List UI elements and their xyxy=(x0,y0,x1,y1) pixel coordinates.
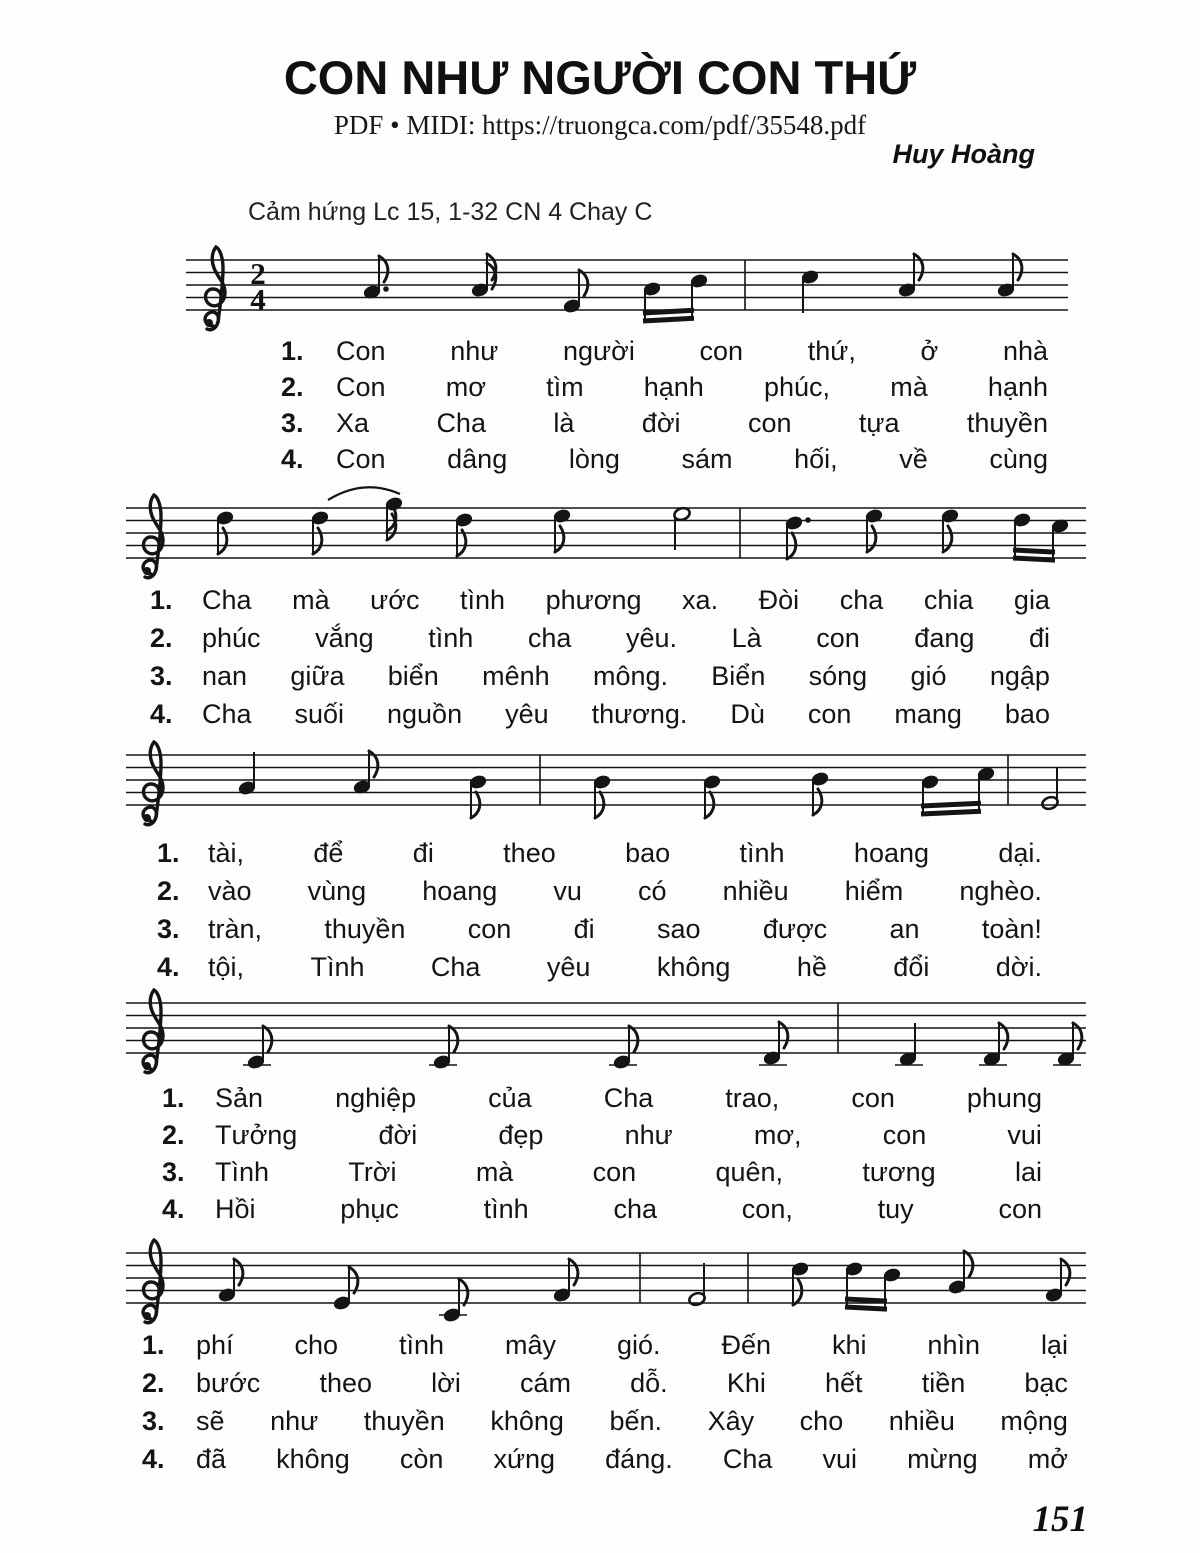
lyric-word: để xyxy=(313,838,344,868)
staff-system-4 xyxy=(0,963,1200,1103)
lyric-word: được xyxy=(762,914,828,944)
lyric-word: dời. xyxy=(995,952,1042,982)
verse-number: 3. xyxy=(157,914,180,944)
lyric-words xyxy=(208,838,1042,869)
svg-text:2: 2 xyxy=(250,256,266,291)
lyric-word: theo xyxy=(319,1368,372,1398)
lyric-word: an xyxy=(889,914,920,944)
lyric-word: Đến xyxy=(721,1330,771,1360)
lyric-word: vào xyxy=(208,876,252,906)
lyric-word: sóng xyxy=(808,661,868,691)
lyric-word: như xyxy=(624,1120,673,1150)
lyric-word: Con xyxy=(336,444,386,474)
composer-name: Huy Hoàng xyxy=(892,139,1035,169)
verse-number: 2. xyxy=(157,876,180,906)
lyric-word: đi xyxy=(573,914,595,944)
lyric-word: mộng xyxy=(1000,1406,1068,1436)
lyric-word: cám xyxy=(519,1368,571,1398)
lyric-word: phí xyxy=(196,1330,234,1360)
lyric-words xyxy=(208,914,1042,945)
lyric-word: gió. xyxy=(616,1330,661,1360)
lyric-word: cho xyxy=(294,1330,339,1360)
lyric-word: nhìn xyxy=(927,1330,980,1360)
lyric-word: tình xyxy=(460,585,506,615)
lyric-word: Trời xyxy=(348,1157,397,1187)
lyric-word: không xyxy=(490,1406,564,1436)
lyric-word: người xyxy=(563,336,635,366)
lyric-word: tội, xyxy=(208,952,245,982)
lyric-word: Cha xyxy=(603,1083,654,1113)
lyric-word: tuy xyxy=(877,1194,914,1224)
lyric-word: yêu xyxy=(546,952,591,982)
verse-number: 2. xyxy=(142,1368,165,1398)
lyric-line xyxy=(0,372,1200,408)
lyric-line xyxy=(0,661,1200,699)
lyric-word: như xyxy=(450,336,499,366)
lyric-word: cha xyxy=(527,623,572,653)
lyric-word: như xyxy=(270,1406,319,1436)
lyric-word: đời xyxy=(378,1120,418,1150)
lyric-words xyxy=(336,408,1048,439)
lyric-words xyxy=(336,336,1048,367)
lyric-word: vùng xyxy=(307,876,367,906)
lyric-word: nguồn xyxy=(387,699,463,729)
lyric-word: phúc, xyxy=(764,372,831,402)
lyric-word: con, xyxy=(741,1194,793,1224)
lyric-word: mang xyxy=(894,699,962,729)
lyric-word: Cha xyxy=(202,699,252,729)
lyric-word: vui xyxy=(1007,1120,1042,1150)
lyric-word: Cha xyxy=(436,408,486,438)
lyric-line xyxy=(0,1368,1200,1406)
lyric-word: Cha xyxy=(202,585,252,615)
lyric-word: phục xyxy=(340,1194,399,1224)
inspiration-note: Cảm hứng Lc 15, 1-32 CN 4 Chay C xyxy=(248,198,653,226)
lyric-word: mênh xyxy=(482,661,550,691)
svg-text:4: 4 xyxy=(250,282,266,317)
lyric-word: vui xyxy=(822,1444,857,1474)
lyric-line xyxy=(0,1330,1200,1368)
lyric-words xyxy=(196,1368,1068,1399)
verse-number: 4. xyxy=(150,699,173,729)
lyric-word: mông. xyxy=(592,661,668,691)
lyric-word: mà xyxy=(475,1157,514,1187)
lyric-word: suối xyxy=(294,699,345,729)
lyric-word: đã xyxy=(196,1444,227,1474)
lyric-word: gió xyxy=(910,661,947,691)
lyric-word: bao xyxy=(1004,699,1050,729)
lyric-word: nhiều xyxy=(888,1406,955,1436)
lyric-word: yêu xyxy=(505,699,549,729)
lyric-word: xứng xyxy=(493,1444,556,1474)
lyric-word: Hồi xyxy=(215,1194,256,1224)
lyric-word: Tình xyxy=(310,952,365,982)
verse-number: 1. xyxy=(142,1330,165,1360)
lyric-word: dại. xyxy=(998,838,1042,868)
lyric-word: lòng xyxy=(568,444,620,474)
lyric-word: bao xyxy=(625,838,671,868)
pdf-midi-link[interactable]: PDF • MIDI: https://truongca.com/pdf/35548.pdf xyxy=(333,110,867,140)
lyric-word: sẽ xyxy=(196,1406,225,1436)
lyric-word: nghiệp xyxy=(335,1083,417,1113)
lyric-word: đi xyxy=(1028,623,1050,653)
lyric-word: thứ, xyxy=(807,336,856,366)
lyric-word: không xyxy=(656,952,731,982)
verse-number: 1. xyxy=(157,838,180,868)
lyric-line xyxy=(0,585,1200,623)
lyric-words xyxy=(202,661,1050,692)
lyric-word: Cha xyxy=(430,952,481,982)
lyric-word: hiểm xyxy=(844,876,904,906)
lyric-words xyxy=(215,1083,1042,1114)
lyric-word: thuyền xyxy=(363,1406,445,1436)
lyric-word: hối, xyxy=(794,444,838,474)
lyric-word: con xyxy=(998,1194,1042,1224)
lyric-words xyxy=(215,1157,1042,1188)
lyric-word: phương xyxy=(545,585,642,615)
verse-number: 2. xyxy=(162,1120,185,1150)
verse-number: 2. xyxy=(281,372,304,402)
verse-number: 4. xyxy=(281,444,304,474)
lyrics-block-5 xyxy=(0,1330,1200,1482)
lyric-word: Là xyxy=(731,623,762,653)
lyric-word: về xyxy=(899,444,928,474)
lyric-word: mà xyxy=(292,585,330,615)
lyric-word: phung xyxy=(966,1083,1042,1113)
verse-number: 1. xyxy=(150,585,173,615)
lyric-word: bến. xyxy=(609,1406,663,1436)
lyric-word: tình xyxy=(739,838,785,868)
page-number: 151 xyxy=(1032,1499,1088,1540)
lyric-word: vu xyxy=(553,876,582,906)
lyric-words xyxy=(336,372,1048,403)
lyric-word: lai xyxy=(1014,1157,1042,1187)
lyric-word: Xây xyxy=(707,1406,755,1436)
lyric-word: bạc xyxy=(1024,1368,1068,1398)
verse-number: 1. xyxy=(281,336,304,366)
lyric-words xyxy=(202,623,1050,654)
lyric-word: mừng xyxy=(907,1444,978,1474)
lyric-word: Cha xyxy=(722,1444,773,1474)
lyric-word: đang xyxy=(914,623,975,653)
lyric-word: con xyxy=(747,408,792,438)
lyric-word: Xa xyxy=(336,408,370,438)
lyric-word: hạnh xyxy=(643,372,704,402)
verse-number: 2. xyxy=(150,623,173,653)
lyric-word: con xyxy=(851,1083,895,1113)
lyric-word: tài, xyxy=(208,838,245,868)
lyric-word: dâng xyxy=(447,444,508,474)
lyric-line xyxy=(0,1083,1200,1120)
lyric-word: đáng. xyxy=(605,1444,673,1474)
lyric-word: nan xyxy=(202,661,248,691)
lyric-word: nghèo. xyxy=(959,876,1042,906)
lyric-word: tìm xyxy=(546,372,584,402)
lyric-word: đi xyxy=(412,838,434,868)
verse-number: 4. xyxy=(142,1444,165,1474)
verse-number: 3. xyxy=(150,661,173,691)
lyric-line xyxy=(0,1406,1200,1444)
lyric-word: Dù xyxy=(730,699,765,729)
lyric-word: mây xyxy=(505,1330,557,1360)
lyric-word: đời xyxy=(641,408,681,438)
lyric-word: theo xyxy=(503,838,556,868)
lyric-word: hạnh xyxy=(987,372,1048,402)
lyric-word: ngập xyxy=(989,661,1050,691)
lyric-word: là xyxy=(553,408,575,438)
lyric-word: Biển xyxy=(711,661,766,691)
lyric-line xyxy=(0,838,1200,876)
lyric-line xyxy=(0,408,1200,444)
verse-number: 3. xyxy=(142,1406,165,1436)
lyric-line xyxy=(0,914,1200,952)
lyric-word: xa. xyxy=(682,585,719,615)
lyrics-block-1 xyxy=(0,336,1200,480)
lyric-word: tựa xyxy=(858,408,900,438)
lyric-word: vắng xyxy=(315,623,374,653)
lyric-word: hết xyxy=(825,1368,863,1398)
lyric-word: phúc xyxy=(202,623,261,653)
lyric-word: có xyxy=(637,876,667,906)
lyric-word: trao, xyxy=(725,1083,780,1113)
lyric-word: con xyxy=(699,336,744,366)
lyric-word: Khi xyxy=(726,1368,766,1398)
lyric-word: Con xyxy=(336,336,386,366)
lyric-word: cha xyxy=(613,1194,658,1224)
lyric-word: toàn! xyxy=(981,914,1042,944)
lyric-word: ở xyxy=(920,336,939,366)
lyric-word: con xyxy=(882,1120,927,1150)
lyric-word: nhà xyxy=(1002,336,1048,366)
lyric-word: chia xyxy=(923,585,974,615)
lyric-word: mở xyxy=(1027,1444,1068,1474)
lyric-word: lời xyxy=(431,1368,461,1398)
lyric-word: hoang xyxy=(853,838,930,868)
song-title: CON NHƯ NGƯỜI CON THỨ xyxy=(283,51,917,104)
verse-number: 3. xyxy=(281,408,304,438)
lyric-word: cùng xyxy=(989,444,1048,474)
lyric-words xyxy=(215,1120,1042,1151)
lyric-word: con xyxy=(816,623,860,653)
lyric-words xyxy=(196,1444,1068,1475)
lyric-line xyxy=(0,876,1200,914)
lyric-word: quên, xyxy=(715,1157,784,1187)
lyric-word: lại xyxy=(1040,1330,1068,1360)
lyric-line xyxy=(0,336,1200,372)
lyric-word: tình xyxy=(399,1330,445,1360)
lyric-word: gia xyxy=(1013,585,1050,615)
lyric-word: biển xyxy=(387,661,439,691)
lyric-word: Con xyxy=(336,372,386,402)
lyric-words xyxy=(208,876,1042,907)
lyric-word: thương. xyxy=(591,699,688,729)
lyric-word: tình xyxy=(428,623,474,653)
lyric-word: Tưởng xyxy=(215,1120,298,1150)
lyric-line xyxy=(0,1120,1200,1157)
lyric-word: đẹp xyxy=(498,1120,544,1150)
lyric-words xyxy=(196,1406,1068,1437)
verse-number: 1. xyxy=(162,1083,185,1113)
lyric-word: hề xyxy=(796,952,827,982)
lyric-word: tình xyxy=(483,1194,529,1224)
lyric-word: hoang xyxy=(422,876,498,906)
lyric-word: tiền xyxy=(921,1368,966,1398)
lyric-line xyxy=(0,623,1200,661)
lyric-word: của xyxy=(488,1083,532,1113)
lyric-word: con xyxy=(807,699,852,729)
lyric-word: sao xyxy=(656,914,701,944)
lyric-word: mơ, xyxy=(753,1120,802,1150)
lyric-line xyxy=(0,1444,1200,1482)
lyric-word: giữa xyxy=(290,661,345,691)
lyric-word: bước xyxy=(196,1368,261,1398)
lyric-word: yêu. xyxy=(625,623,678,653)
verse-number: 4. xyxy=(162,1194,185,1224)
lyric-words xyxy=(196,1330,1068,1361)
lyric-word: tràn, xyxy=(208,914,263,944)
lyric-word: mơ xyxy=(445,372,486,402)
staff-system-3 xyxy=(0,715,1200,855)
lyric-line xyxy=(0,1157,1200,1194)
lyric-word: cha xyxy=(839,585,884,615)
lyric-word: con xyxy=(467,914,512,944)
lyrics-block-4 xyxy=(0,1083,1200,1231)
verse-number: 3. xyxy=(162,1157,185,1187)
lyric-word: ước xyxy=(370,585,420,615)
lyric-word: đổi xyxy=(893,952,930,982)
lyric-word: Đòi xyxy=(758,585,800,615)
lyric-word: sám xyxy=(681,444,733,474)
lyric-word: còn xyxy=(399,1444,444,1474)
lyric-word: con xyxy=(592,1157,637,1187)
verse-number: 4. xyxy=(157,952,180,982)
lyric-word: không xyxy=(276,1444,350,1474)
lyric-word: thuyền xyxy=(966,408,1048,438)
lyric-words xyxy=(202,585,1050,616)
lyric-word: cho xyxy=(799,1406,844,1436)
lyric-word: dỗ. xyxy=(630,1368,668,1398)
lyric-word: tương xyxy=(862,1157,936,1187)
lyric-word: mà xyxy=(890,372,928,402)
lyric-word: Tình xyxy=(215,1157,270,1187)
lyric-word: nhiều xyxy=(722,876,789,906)
lyric-word: thuyền xyxy=(324,914,406,944)
lyric-word: khi xyxy=(831,1330,867,1360)
lyric-word: Sản xyxy=(215,1083,264,1113)
